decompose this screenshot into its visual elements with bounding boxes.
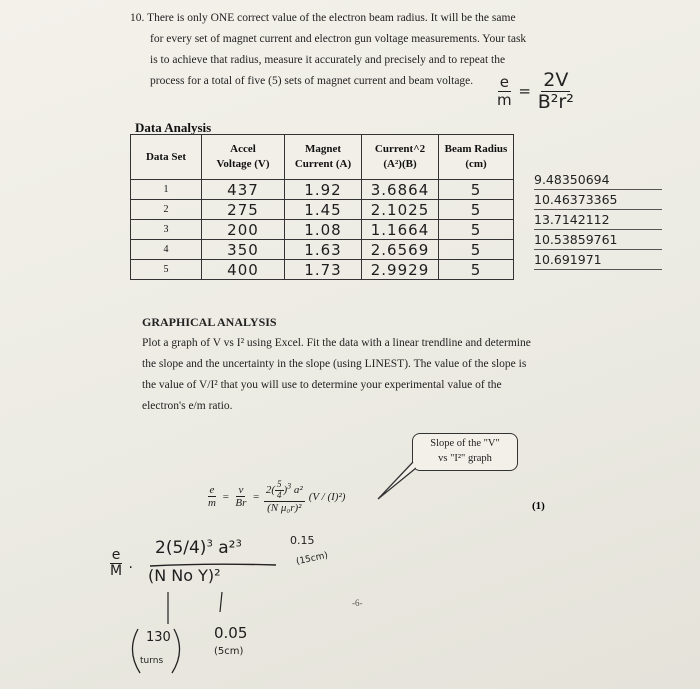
cell-set: 4 bbox=[131, 240, 202, 260]
eq-denominator: (N μ₀r)² bbox=[267, 501, 302, 514]
cell-current: 1.73 bbox=[285, 260, 362, 280]
data-analysis-table bbox=[130, 134, 514, 280]
handwritten-em-formula bbox=[495, 70, 576, 113]
hand-value-015: 0.15 bbox=[290, 534, 315, 547]
em-value: 10.53859761 bbox=[534, 230, 662, 250]
question-line: is to achieve that radius, measure it accurately and precisely and to repeat the bbox=[150, 54, 506, 66]
cell-current: 1.08 bbox=[285, 220, 362, 240]
callout-line: vs "I²" graph bbox=[438, 453, 492, 464]
hand-unit-15cm: (15cm) bbox=[295, 550, 329, 568]
slope-callout-bubble bbox=[412, 433, 518, 471]
eq-equals: = bbox=[221, 490, 230, 503]
em-value: 10.691971 bbox=[534, 250, 662, 270]
hand-e-over-m: $\frac{e}{M}$ . bbox=[110, 547, 133, 580]
table-row bbox=[131, 180, 514, 200]
question-line: 10. There is only ONE correct value of the electron beam radius. It will be the same bbox=[130, 12, 516, 24]
header-beam-radius: Beam Radius (cm) bbox=[439, 135, 514, 180]
callout-line: Slope of the "V" bbox=[430, 438, 500, 449]
graphical-line: Plot a graph of V vs I² using Excel. Fit the data with a linear trendline and determine bbox=[142, 337, 531, 349]
formula-m: m bbox=[497, 90, 512, 109]
header-current: Magnet Current (A) bbox=[285, 135, 362, 180]
header-data-set: Data Set bbox=[131, 135, 202, 180]
table-row bbox=[131, 220, 514, 240]
eq-slope-term: (V / (I)²) bbox=[308, 490, 346, 503]
eq-numerator: 2( $\frac{5}{4}$ )$^3$ a² bbox=[265, 479, 303, 500]
graphical-analysis-title: GRAPHICAL ANALYSIS bbox=[142, 315, 277, 329]
cell-radius: 5 bbox=[439, 220, 514, 240]
table-header-row bbox=[131, 135, 514, 180]
cell-voltage: 350 bbox=[202, 240, 285, 260]
formula-e: e bbox=[499, 73, 509, 92]
em-value: 10.46373365 bbox=[534, 190, 662, 210]
cell-current-squared: 2.6569 bbox=[362, 240, 439, 260]
em-equation bbox=[206, 480, 345, 514]
hand-turns: turns bbox=[140, 656, 164, 666]
table-row bbox=[131, 200, 514, 220]
eq-m: m bbox=[208, 497, 216, 510]
handwritten-em-values bbox=[534, 170, 662, 270]
hand-denominator: (N No Y)² bbox=[148, 566, 221, 585]
graphical-line: electron's e/m ratio. bbox=[142, 400, 233, 412]
callout-tail bbox=[376, 456, 416, 501]
cell-set: 2 bbox=[131, 200, 202, 220]
graphical-analysis bbox=[142, 312, 572, 417]
hand-value-130: 130 bbox=[146, 630, 171, 645]
hand-value-005: 0.05 bbox=[214, 624, 248, 642]
cell-voltage: 437 bbox=[202, 180, 285, 200]
header-voltage: Accel Voltage (V) bbox=[202, 135, 285, 180]
table-row bbox=[131, 260, 514, 280]
graphical-line: the slope and the uncertainty in the slope (using LINEST). The value of the slope is bbox=[142, 358, 527, 370]
hand-unit-5cm: (5cm) bbox=[214, 646, 244, 657]
page-number: -6- bbox=[352, 598, 363, 608]
question-line: process for a total of five (5) sets of magnet current and beam voltage. bbox=[150, 75, 474, 87]
cell-current-squared: 3.6864 bbox=[362, 180, 439, 200]
cell-set: 1 bbox=[131, 180, 202, 200]
cell-set: 5 bbox=[131, 260, 202, 280]
cell-radius: 5 bbox=[439, 260, 514, 280]
em-value: 9.48350694 bbox=[534, 170, 662, 190]
cell-voltage: 275 bbox=[202, 200, 285, 220]
graphical-line: the value of V/I² that you will use to determine your experimental value of the bbox=[142, 379, 502, 391]
hand-numerator: $2(5/4)^3$ a²$^3$ bbox=[155, 538, 242, 558]
cell-radius: 5 bbox=[439, 180, 514, 200]
question-10-text bbox=[130, 8, 550, 92]
formula-b2r2: B²r² bbox=[537, 90, 574, 113]
data-analysis-title: Data Analysis bbox=[135, 120, 212, 135]
eq-br: Br bbox=[235, 497, 247, 510]
cell-current-squared: 1.1664 bbox=[362, 220, 439, 240]
eq-e: e bbox=[209, 484, 215, 497]
cell-current: 1.92 bbox=[285, 180, 362, 200]
formula-2v: 2V bbox=[543, 69, 569, 91]
em-value: 13.7142112 bbox=[534, 210, 662, 230]
cell-current-squared: 2.1025 bbox=[362, 200, 439, 220]
cell-voltage: 200 bbox=[202, 220, 285, 240]
eq-equals: = bbox=[252, 490, 260, 503]
cell-current: 1.45 bbox=[285, 200, 362, 220]
cell-set: 3 bbox=[131, 220, 202, 240]
header-current-squared: Current^2 (A²)(B) bbox=[362, 135, 439, 180]
cell-current: 1.63 bbox=[285, 240, 362, 260]
cell-radius: 5 bbox=[439, 200, 514, 220]
cell-voltage: 400 bbox=[202, 260, 285, 280]
cell-radius: 5 bbox=[439, 240, 514, 260]
question-line: for every set of magnet current and electron gun voltage measurements. Your task bbox=[150, 33, 527, 45]
cell-current-squared: 2.9929 bbox=[362, 260, 439, 280]
table-row bbox=[131, 240, 514, 260]
eq-v: v bbox=[238, 484, 244, 497]
formula-equals: = bbox=[518, 81, 531, 100]
equation-number: (1) bbox=[532, 500, 545, 512]
